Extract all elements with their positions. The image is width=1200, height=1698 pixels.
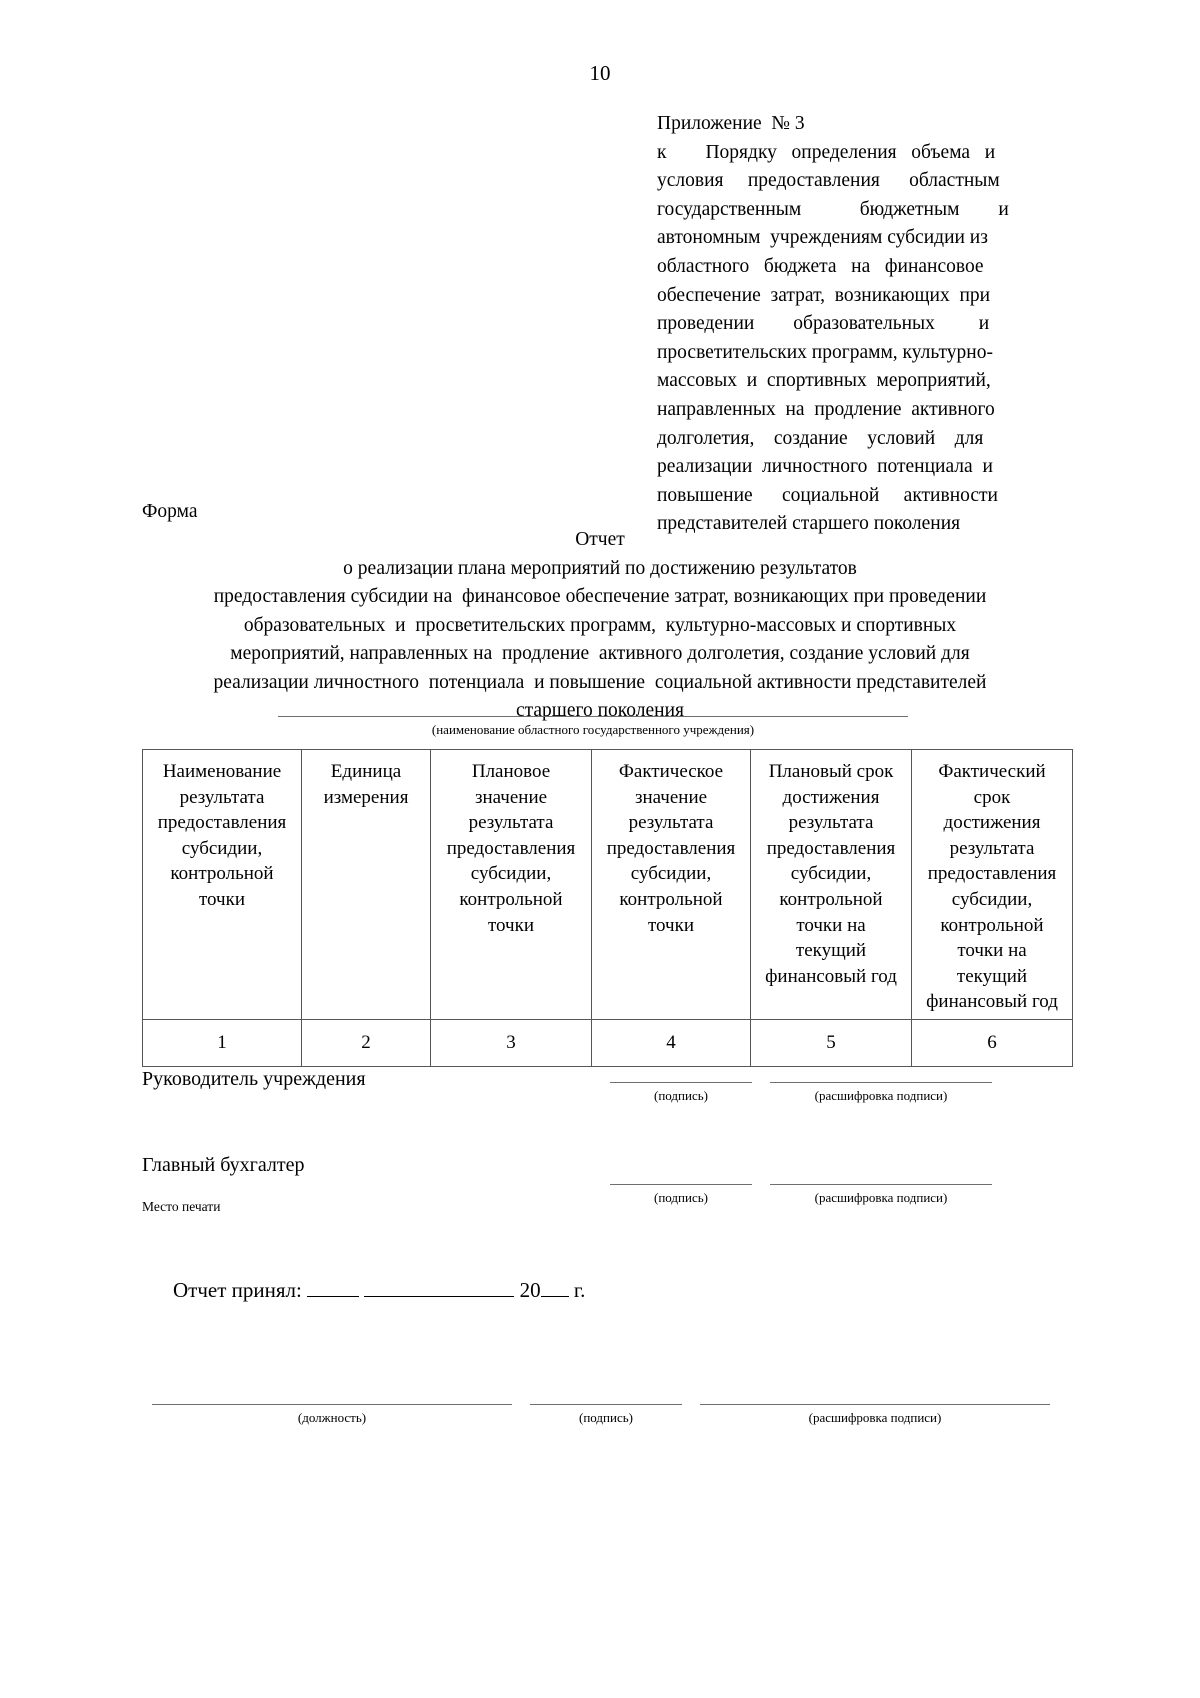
report-subtitle-line: предоставления субсидии на финансовое обеспечение затрат, возникающих при проведении [213,586,987,607]
footer-transcript-caption: (расшифровка подписи) [808,1410,942,1425]
table-header-cell-6 [912,750,1073,1020]
accepted-blank-month[interactable] [364,1296,514,1297]
head-transcript-caption: (расшифровка подписи) [814,1088,948,1103]
header-line: текущий [956,965,1028,987]
accountant-transcript-field[interactable] [770,1184,992,1207]
table-number-row [143,1019,1073,1066]
header-line: результата [949,837,1035,859]
column-number-6: 6 [912,1019,1073,1066]
header-line: Плановое [471,761,551,782]
report-accepted-line [152,1248,585,1332]
header-line: точки [198,888,245,910]
header-line: предоставления [766,837,896,859]
report-subtitle-line: мероприятий, направленных на продление активного долголетия, создание условий для [230,643,970,664]
header-line: результата [179,786,265,808]
footer-transcript-rule [700,1404,1050,1405]
table-header-cell-2 [302,750,431,1020]
appendix-line: проведении образовательных и [657,313,990,335]
header-line: точки [647,914,694,936]
accepted-year-suffix: г. [573,1278,586,1302]
header-line: Фактический [938,761,1046,782]
appendix-line: представителей старшего поколения [657,513,961,535]
header-line: Плановый срок [768,761,894,782]
header-line: точки [487,914,534,936]
appendix-line: направленных на продление активного [657,398,995,420]
header-line: субсидии, [470,863,552,885]
accepted-label: Отчет принял: [173,1278,302,1302]
accountant-transcript-caption: (расшифровка подписи) [814,1190,948,1205]
footer-position-caption: (должность) [297,1410,367,1425]
appendix-line: областного бюджета на финансовое [657,255,984,277]
column-number-2: 2 [302,1019,431,1066]
header-line: субсидии, [951,888,1033,910]
head-transcript-rule [770,1082,992,1083]
institution-rule [278,716,908,717]
footer-position-rule [152,1404,512,1405]
table-header-cell-4 [592,750,751,1020]
accountant-signature-field[interactable] [610,1184,752,1207]
header-line: предоставления [446,837,576,859]
table-header-row [143,750,1073,1020]
footer-signature-field[interactable] [530,1404,682,1427]
header-line: предоставления [157,812,287,834]
table-header-cell-1 [143,750,302,1020]
page-number: 10 [589,61,611,85]
header-line: субсидии, [630,863,712,885]
header-line: контрольной [940,914,1044,936]
appendix-line: повышение социальной активности [657,484,998,506]
header-line: результата [788,812,874,834]
appendix-line: государственным бюджетным и [657,198,1009,220]
appendix-line: просветительских программ, культурно- [657,341,993,363]
head-role-label: Руководитель учреждения [142,1068,366,1090]
report-heading: Отчет [575,529,625,550]
header-line: текущий [795,940,867,962]
column-number-4: 4 [592,1019,751,1066]
head-signature-rule [610,1082,752,1083]
report-title-block [140,526,1060,726]
acceptance-footer-row [142,1404,1058,1425]
header-line: достижения [782,786,880,808]
column-number-3: 3 [431,1019,592,1066]
appendix-line: автономным учреждениям субсидии из [657,227,988,249]
column-number-1: 1 [143,1019,302,1066]
header-line: точки на [796,914,866,936]
institution-name-field[interactable] [278,716,908,739]
header-line: контрольной [459,888,563,910]
header-line: контрольной [619,888,723,910]
footer-transcript-field[interactable] [700,1404,1050,1427]
head-signature-row [142,1066,1058,1103]
header-line: достижения [943,812,1041,834]
header-line: Фактическое [618,761,724,782]
accountant-signature-row [142,1152,1058,1205]
header-line: результата [468,812,554,834]
header-line: субсидии, [790,863,872,885]
header-line: результата [628,812,714,834]
appendix-line: реализации личностного потенциала и [657,456,993,478]
header-line: финансовый год [765,965,897,987]
appendix-heading-text: Приложение № 3 [657,113,805,134]
form-label: Форма [142,501,198,522]
header-line: предоставления [927,863,1057,885]
appendix-line: долголетия, создание условий для [657,427,984,449]
head-signature-field[interactable] [610,1082,752,1105]
report-subtitle-line: образовательных и просветительских программ, культурно-массовых и спортивных [243,614,957,636]
header-line: Единица [330,761,402,782]
appendix-line: к Порядку определения объема и [657,141,996,163]
footer-position-field[interactable] [152,1404,512,1427]
header-line: контрольной [170,863,274,885]
appendix-paragraph [657,139,1061,539]
footer-signature-rule [530,1404,682,1405]
header-line: финансовый год [926,991,1058,1013]
accepted-blank-year[interactable] [541,1296,569,1297]
header-line: точки на [957,940,1027,962]
accountant-role-label: Главный бухгалтер [142,1154,305,1176]
appendix-line: обеспечение затрат, возникающих при [657,284,991,306]
appendix-line: условия предоставления областным [657,170,1000,192]
header-line: контрольной [779,888,883,910]
appendix-line: массовых и спортивных мероприятий, [657,370,991,392]
accountant-signature-caption: (подпись) [654,1190,708,1205]
institution-caption: (наименование областного государственного учреждения) [431,722,755,737]
accountant-transcript-rule [770,1184,992,1185]
head-transcript-field[interactable] [770,1082,992,1105]
accepted-year-prefix: 20 [519,1278,541,1302]
head-signature-caption: (подпись) [654,1088,708,1103]
header-line: значение [474,786,548,808]
table-header-cell-5 [751,750,912,1020]
table-header-cell-3 [431,750,592,1020]
report-subtitle-line: о реализации плана мероприятий по достижению результатов [343,557,857,579]
header-line: предоставления [606,837,736,859]
accountant-signature-rule [610,1184,752,1185]
header-line: измерения [323,786,409,808]
column-number-5: 5 [751,1019,912,1066]
header-line: Наименование [162,761,282,782]
appendix-heading [657,110,1061,139]
header-line: срок [973,786,1011,808]
appendix-block [657,110,1061,539]
header-line: субсидии, [181,837,263,859]
accepted-blank-day[interactable] [307,1296,359,1297]
results-table [142,749,1073,1067]
footer-signature-caption: (подпись) [579,1410,633,1425]
seal-place-label: Место печати [142,1199,221,1214]
report-subtitle-line: реализации личностного потенциала и повышение социальной активности представителей [213,671,987,693]
report-subtitle-line: старшего поколения [515,700,685,721]
header-line: значение [634,786,708,808]
